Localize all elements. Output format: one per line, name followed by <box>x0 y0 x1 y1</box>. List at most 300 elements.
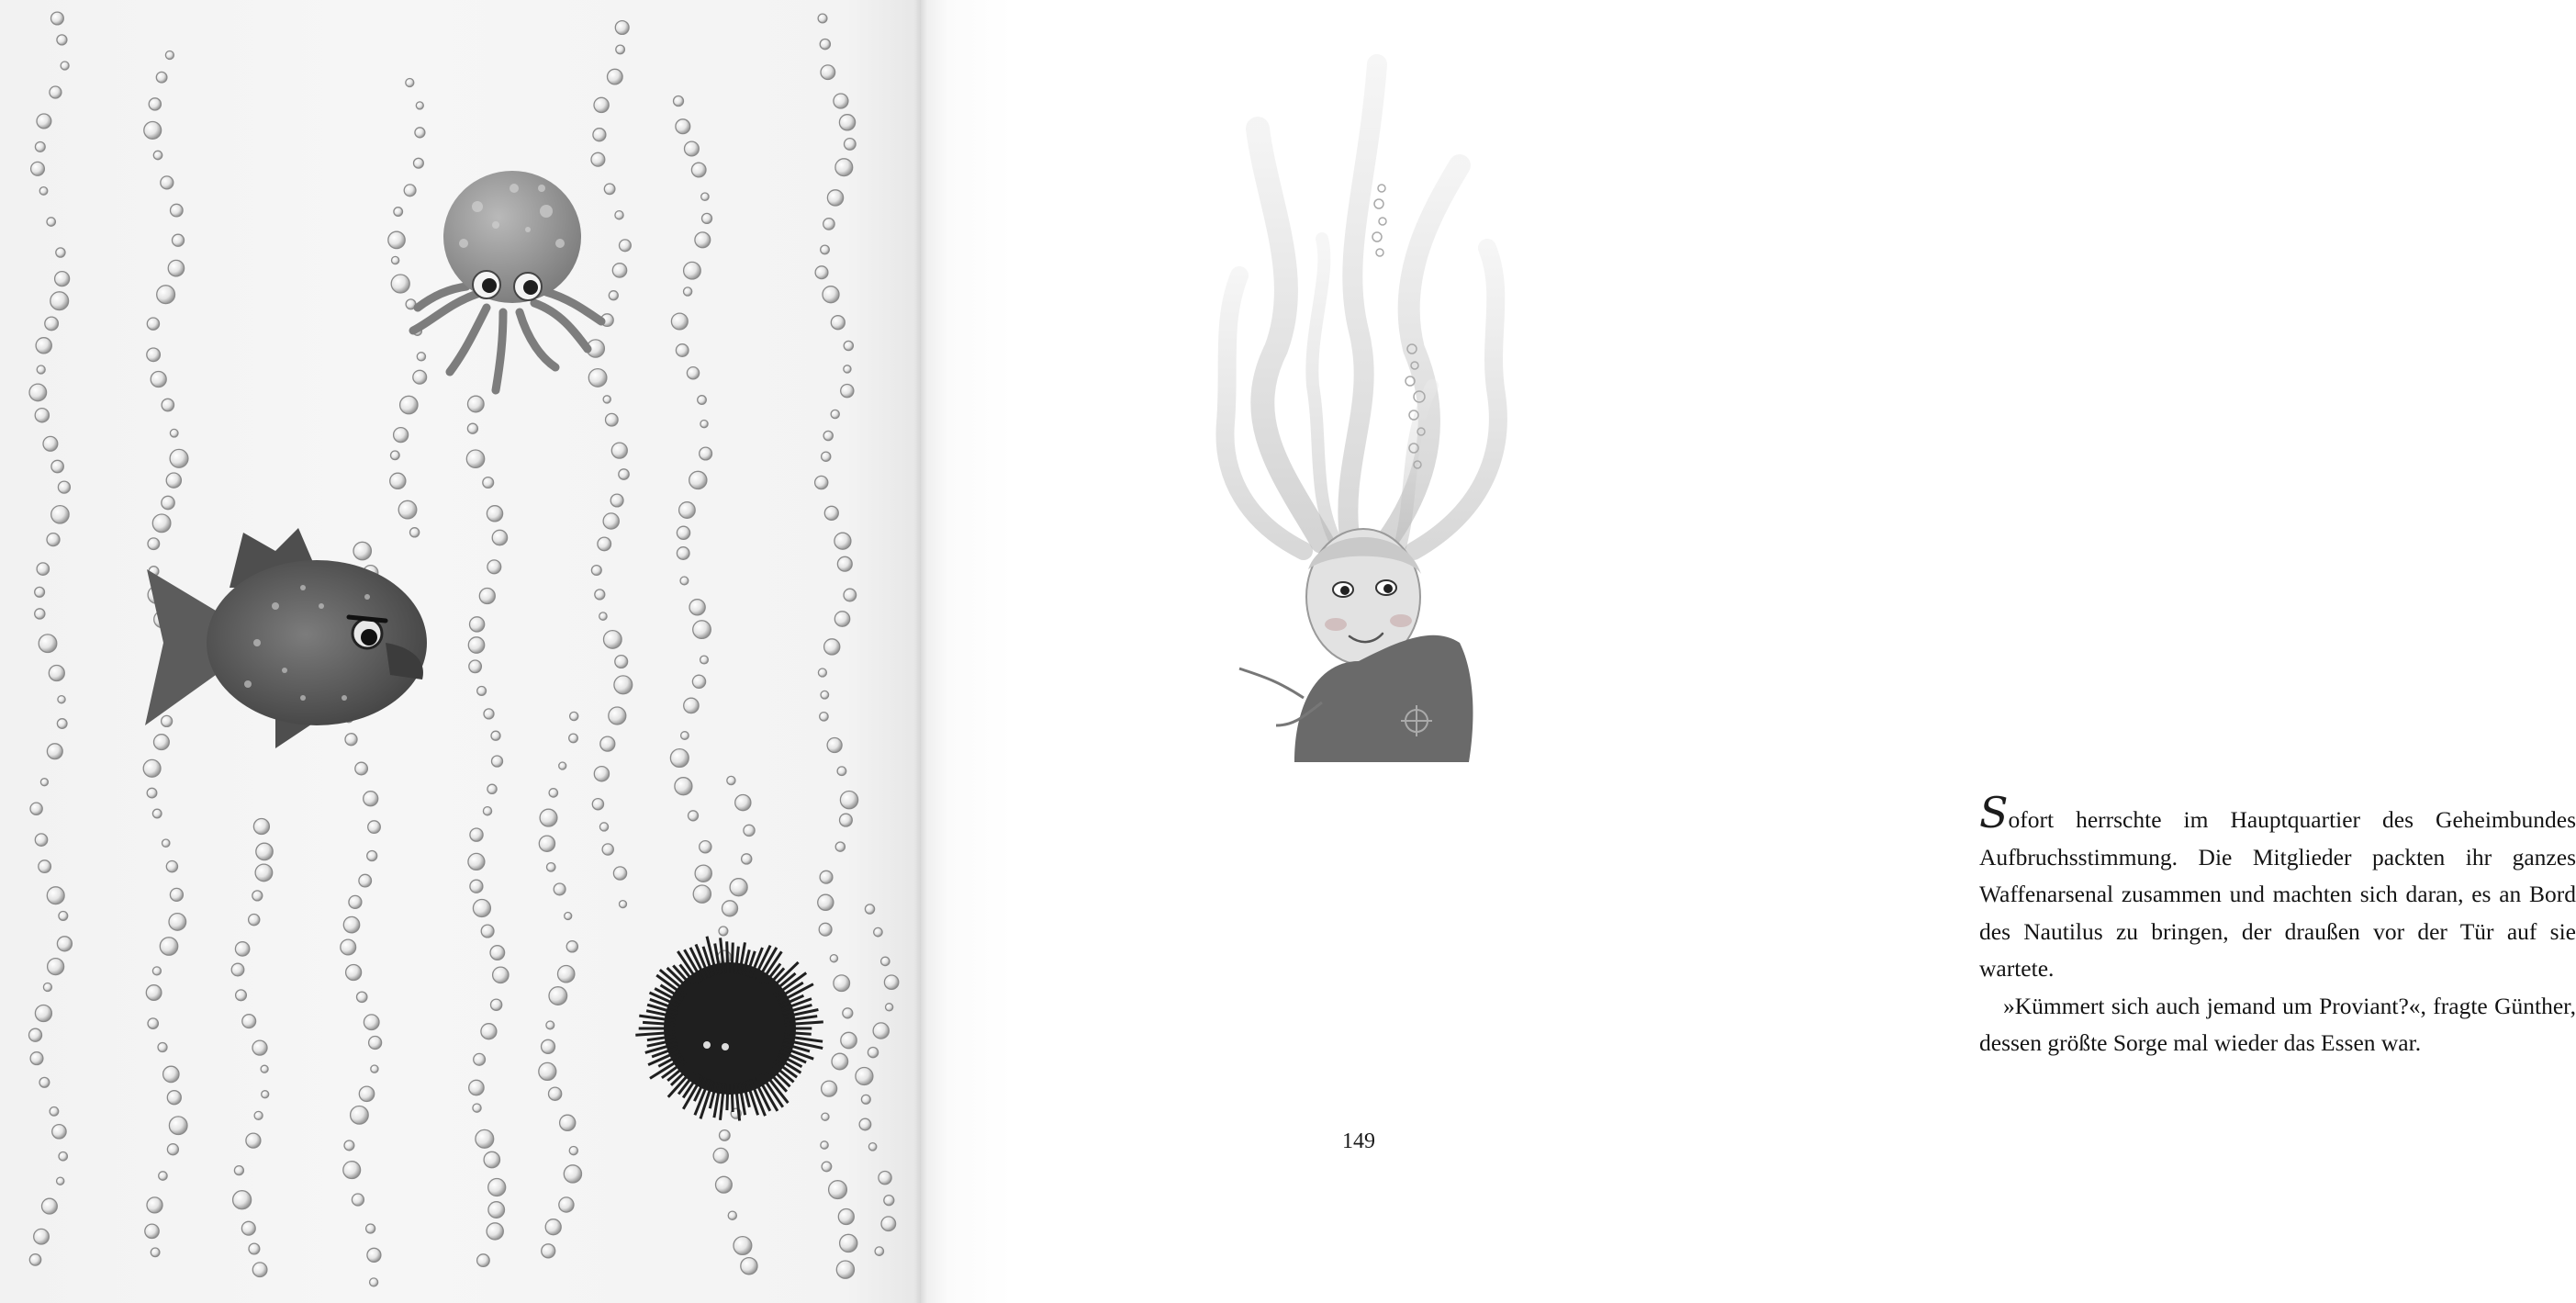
bubble <box>859 1118 871 1130</box>
bubble <box>821 245 830 254</box>
bubble <box>547 863 555 871</box>
bubble <box>689 600 705 615</box>
bubble <box>886 1004 893 1011</box>
bubble <box>252 1040 267 1055</box>
bubble <box>234 1166 243 1175</box>
bubble <box>865 904 874 914</box>
bubble <box>491 999 502 1010</box>
bubble <box>165 51 174 60</box>
bubble <box>167 1144 178 1155</box>
bubble <box>604 631 622 649</box>
bubble <box>839 115 855 130</box>
bubble <box>343 916 359 932</box>
bubble <box>492 530 507 545</box>
bubble <box>37 563 49 575</box>
bubble <box>487 784 497 793</box>
bubble <box>469 660 482 673</box>
bubble <box>49 666 64 681</box>
bubble <box>823 219 834 230</box>
bubble <box>400 396 418 413</box>
bubble <box>720 1130 731 1141</box>
bubble <box>468 396 485 412</box>
bubble <box>29 384 47 401</box>
bubble <box>151 1248 160 1257</box>
bubble <box>588 369 607 388</box>
bubble <box>145 1224 159 1238</box>
bubble <box>821 65 835 80</box>
bubble <box>236 990 247 1001</box>
bubble <box>473 900 490 917</box>
bubble <box>875 1247 883 1255</box>
bubble <box>468 853 485 870</box>
bubble <box>349 895 362 908</box>
bubble <box>680 577 689 585</box>
bubble <box>39 187 48 196</box>
bubble <box>599 612 607 620</box>
bubble <box>677 526 689 539</box>
bubble <box>558 966 575 983</box>
bubble <box>719 927 728 936</box>
bubble <box>841 1032 857 1048</box>
bubble <box>818 14 827 23</box>
bubble <box>735 795 751 811</box>
bubble <box>51 506 69 523</box>
bubble <box>416 102 423 109</box>
urchin-spike <box>727 1084 728 1110</box>
bubble <box>594 767 609 781</box>
bubble <box>822 452 831 461</box>
bubble <box>689 811 699 821</box>
bubble <box>834 975 850 992</box>
bubble <box>722 901 738 916</box>
bubble <box>410 528 420 537</box>
bubble <box>153 151 162 159</box>
bubble <box>346 965 362 981</box>
bubble <box>698 396 707 405</box>
bubble <box>167 1091 181 1105</box>
bubble <box>233 1191 252 1209</box>
bubble <box>691 163 706 177</box>
bubble <box>43 436 58 451</box>
bubble <box>168 260 184 275</box>
bubble <box>368 821 381 834</box>
bubble <box>147 318 159 330</box>
bubble <box>242 1015 256 1028</box>
bubble <box>255 864 273 882</box>
bubble <box>56 248 65 257</box>
bubble <box>34 1229 50 1244</box>
bubble <box>873 1023 889 1039</box>
piranha-tail <box>145 569 216 725</box>
bubble <box>30 1052 43 1065</box>
bubble <box>59 1152 67 1161</box>
bubble <box>154 735 170 750</box>
bubble <box>481 925 494 938</box>
bubble <box>144 122 162 140</box>
bubble <box>152 967 161 975</box>
bubble <box>592 799 603 810</box>
bubble <box>345 734 357 746</box>
bubble <box>727 776 735 784</box>
bubble <box>477 1254 490 1267</box>
bubble <box>359 874 372 887</box>
bubble <box>57 719 67 729</box>
bubble <box>549 1087 562 1100</box>
drop-cap: S <box>1979 788 2009 837</box>
bubble <box>364 792 378 806</box>
bubble <box>468 637 484 653</box>
bubble <box>261 1065 268 1073</box>
bubble <box>37 365 45 374</box>
bubble <box>713 1148 728 1163</box>
bubble <box>831 316 845 330</box>
bubble <box>569 1147 577 1155</box>
bubble <box>861 1095 870 1104</box>
bubble <box>570 712 578 720</box>
bubble <box>603 513 619 529</box>
bubble <box>881 1217 896 1231</box>
bubble <box>670 749 689 768</box>
bubble <box>39 635 57 653</box>
bubble <box>599 823 608 831</box>
octopus <box>413 171 601 390</box>
bubble <box>830 955 837 962</box>
bubble <box>600 736 615 751</box>
bubble <box>484 709 494 719</box>
bubble <box>564 1165 581 1183</box>
bubble <box>604 184 615 195</box>
bubble <box>609 707 626 725</box>
floating-hair <box>1225 64 1497 551</box>
bubble <box>676 119 690 134</box>
bubble <box>844 365 851 373</box>
bubble <box>835 159 853 176</box>
bubble <box>170 888 183 901</box>
bubble <box>59 912 68 921</box>
left-page <box>0 0 921 1303</box>
bubble <box>388 231 405 248</box>
bubble <box>559 1197 574 1212</box>
bubble <box>884 1196 894 1206</box>
bubble <box>42 1198 58 1214</box>
bubble <box>559 762 566 769</box>
bubble <box>470 828 483 841</box>
right-page <box>921 0 2576 1303</box>
bubble <box>675 778 692 795</box>
bubble <box>39 1077 50 1087</box>
bubble <box>591 152 605 166</box>
bubble <box>148 538 160 550</box>
bubble <box>549 987 567 1005</box>
bubble <box>692 675 705 688</box>
bubble <box>820 871 833 883</box>
paragraph-1 <box>1979 788 2576 988</box>
bubble <box>836 1261 854 1278</box>
bubble <box>235 942 249 956</box>
bubble <box>610 494 623 507</box>
urchin-spike <box>785 1032 812 1034</box>
bubble <box>162 839 170 847</box>
bubble <box>47 218 55 226</box>
bubble <box>466 450 484 467</box>
bubble <box>539 836 554 851</box>
bubble <box>484 1151 499 1167</box>
bubble <box>840 792 857 809</box>
bubble <box>47 744 62 759</box>
bubble <box>171 204 184 217</box>
bubble <box>364 1015 379 1030</box>
bubble <box>404 185 416 197</box>
girl-illustration <box>921 0 1836 1303</box>
bubble <box>815 476 828 489</box>
bubble <box>603 396 610 403</box>
bubble <box>820 713 828 721</box>
bubble <box>146 985 162 1001</box>
bubble <box>252 891 263 901</box>
bubble <box>827 738 842 753</box>
bubble <box>684 287 692 296</box>
paragraph-2: »Kümmert sich auch jemand um Proviant?«, fragte Günther, dessen größte Sorge mal wieder das Essen war. <box>1979 992 2576 1056</box>
bubble <box>394 208 403 217</box>
bubble <box>819 923 832 936</box>
bubble <box>823 286 839 303</box>
bubble <box>609 291 618 300</box>
bubble <box>540 809 557 826</box>
bubble <box>620 901 627 908</box>
bubble <box>560 1115 576 1130</box>
bubble <box>57 35 67 45</box>
bubble <box>35 1005 51 1022</box>
bubble <box>681 732 689 740</box>
bubble <box>565 913 572 920</box>
bubble <box>620 240 632 252</box>
bubble <box>151 372 166 388</box>
bubble <box>595 590 605 600</box>
bubble <box>718 950 732 964</box>
bubble <box>542 1039 555 1053</box>
bubble <box>685 141 700 156</box>
bubble <box>48 959 64 975</box>
bubble <box>844 341 853 350</box>
bubble <box>50 292 69 310</box>
bubble <box>392 256 399 264</box>
bubble <box>818 894 834 910</box>
bubble <box>674 96 684 107</box>
bubble <box>542 1244 555 1258</box>
bubble <box>469 1080 484 1095</box>
bubble <box>835 842 845 851</box>
bubble <box>52 1125 66 1139</box>
bubble <box>58 481 70 493</box>
bubble <box>611 443 627 458</box>
bubble <box>473 1104 481 1112</box>
bubble <box>879 1172 891 1185</box>
bubble <box>469 617 484 632</box>
bubble <box>35 834 47 846</box>
bubble <box>391 451 400 460</box>
bubble <box>820 39 830 50</box>
bubble <box>55 272 70 286</box>
book-gutter <box>914 0 927 1303</box>
bubble <box>742 854 752 864</box>
bubble <box>262 1091 269 1098</box>
bubble <box>730 879 747 896</box>
bubble <box>29 1028 42 1041</box>
bubble <box>147 788 157 798</box>
bubble <box>351 1106 369 1125</box>
girl-hoodie <box>1294 635 1473 762</box>
bubble <box>702 213 712 223</box>
bubble <box>29 1254 40 1265</box>
bubble <box>824 639 840 655</box>
bubble <box>593 129 606 141</box>
bubble <box>744 825 755 836</box>
bubble <box>341 939 356 955</box>
bubble <box>818 668 826 677</box>
bubble <box>158 1043 167 1052</box>
bubble <box>834 612 849 626</box>
bubble <box>256 843 273 859</box>
bubble <box>881 957 890 965</box>
bubble <box>615 656 628 668</box>
sea-urchin <box>635 937 823 1121</box>
bubble <box>844 589 857 601</box>
bubble <box>840 814 853 826</box>
bubble <box>370 1278 378 1286</box>
bubble <box>716 1176 733 1193</box>
urchin-spike <box>732 1084 733 1112</box>
bubble <box>35 587 45 597</box>
bubble <box>414 158 424 168</box>
bubble <box>241 1221 255 1235</box>
bubble <box>608 69 623 84</box>
bubble <box>695 232 711 248</box>
bubble <box>840 1234 857 1252</box>
bubble <box>152 514 171 533</box>
bubble <box>30 803 42 814</box>
bubble <box>357 992 367 1002</box>
bubble <box>344 1140 354 1151</box>
bubble <box>51 460 63 472</box>
bubble <box>353 542 371 559</box>
bubble <box>47 534 60 546</box>
bubble <box>157 286 175 304</box>
bubble <box>606 413 619 426</box>
bubble <box>615 211 623 219</box>
bubble <box>352 1194 364 1206</box>
bubble <box>843 1008 853 1018</box>
bubble <box>31 162 45 175</box>
bubble <box>45 317 59 331</box>
bubble <box>598 537 611 551</box>
bubble <box>160 938 177 955</box>
bubble <box>491 731 500 740</box>
bubble <box>36 338 51 354</box>
bubble <box>246 1133 261 1148</box>
bubble <box>734 1237 752 1255</box>
bubble <box>169 914 186 931</box>
bubble <box>488 1179 506 1196</box>
bubble <box>874 927 882 936</box>
bubble <box>868 1048 878 1058</box>
bubble <box>554 883 566 895</box>
bubble <box>159 1172 167 1180</box>
bubble <box>147 348 161 362</box>
bubble <box>367 1248 381 1262</box>
bubble <box>390 473 406 489</box>
bubble <box>483 807 491 815</box>
bubble <box>47 887 64 904</box>
bubble <box>170 429 178 437</box>
bubble <box>845 139 857 151</box>
bubble <box>615 21 629 35</box>
bubble <box>868 1143 876 1151</box>
bubble <box>619 469 629 479</box>
bubble <box>367 851 377 861</box>
bubble <box>35 609 45 619</box>
bubble <box>156 72 167 83</box>
bubble <box>391 275 409 293</box>
bubble <box>693 885 711 903</box>
bubble <box>591 566 601 576</box>
bubble <box>679 502 696 519</box>
bubble <box>821 1141 828 1149</box>
bubble <box>822 1162 832 1172</box>
bubble <box>566 941 577 952</box>
bubble <box>834 94 848 108</box>
bubble <box>832 1053 848 1070</box>
bubble <box>700 447 712 460</box>
bubble <box>829 1181 847 1199</box>
bubble <box>37 114 51 129</box>
bubble <box>173 234 185 246</box>
bubble <box>884 975 898 989</box>
bubble <box>398 500 417 519</box>
bubble <box>148 1018 158 1028</box>
bubble <box>163 1066 179 1082</box>
bubble <box>488 1202 505 1219</box>
bubble <box>614 676 633 694</box>
bubble <box>147 1197 162 1213</box>
bubble <box>231 963 244 976</box>
bubble <box>594 97 609 112</box>
bubble <box>837 767 846 776</box>
bubble <box>689 471 707 489</box>
bubble <box>252 1263 267 1277</box>
bubble <box>476 1129 494 1148</box>
urchin-spike <box>732 943 733 974</box>
bubble <box>695 865 711 882</box>
bubble <box>40 779 48 786</box>
bubble <box>569 734 578 743</box>
bubble <box>741 1258 757 1275</box>
bubble <box>487 560 501 574</box>
bubble <box>834 533 851 549</box>
bubble <box>612 264 626 277</box>
paragraph-1-text: ofort herrschte im Hauptquartier des Geheimbundes Aufbruchsstimmung. Die Mitglieder packten ihr ganzes Waffenarsenal zusammen und machten sich daran, es an Bord des Nautilus zu bringen, der draußen vor der Tür auf sie wartete. <box>1979 806 2576 982</box>
bubble <box>684 698 699 713</box>
bubble <box>417 353 425 361</box>
bubble <box>856 1068 873 1085</box>
bubble <box>490 946 505 960</box>
bubble <box>366 1224 375 1233</box>
story-text <box>1979 788 2576 1062</box>
bubble <box>477 687 487 696</box>
bubble <box>406 79 414 87</box>
bubble <box>479 589 495 604</box>
bubble <box>827 190 843 206</box>
bubble <box>546 1021 554 1029</box>
